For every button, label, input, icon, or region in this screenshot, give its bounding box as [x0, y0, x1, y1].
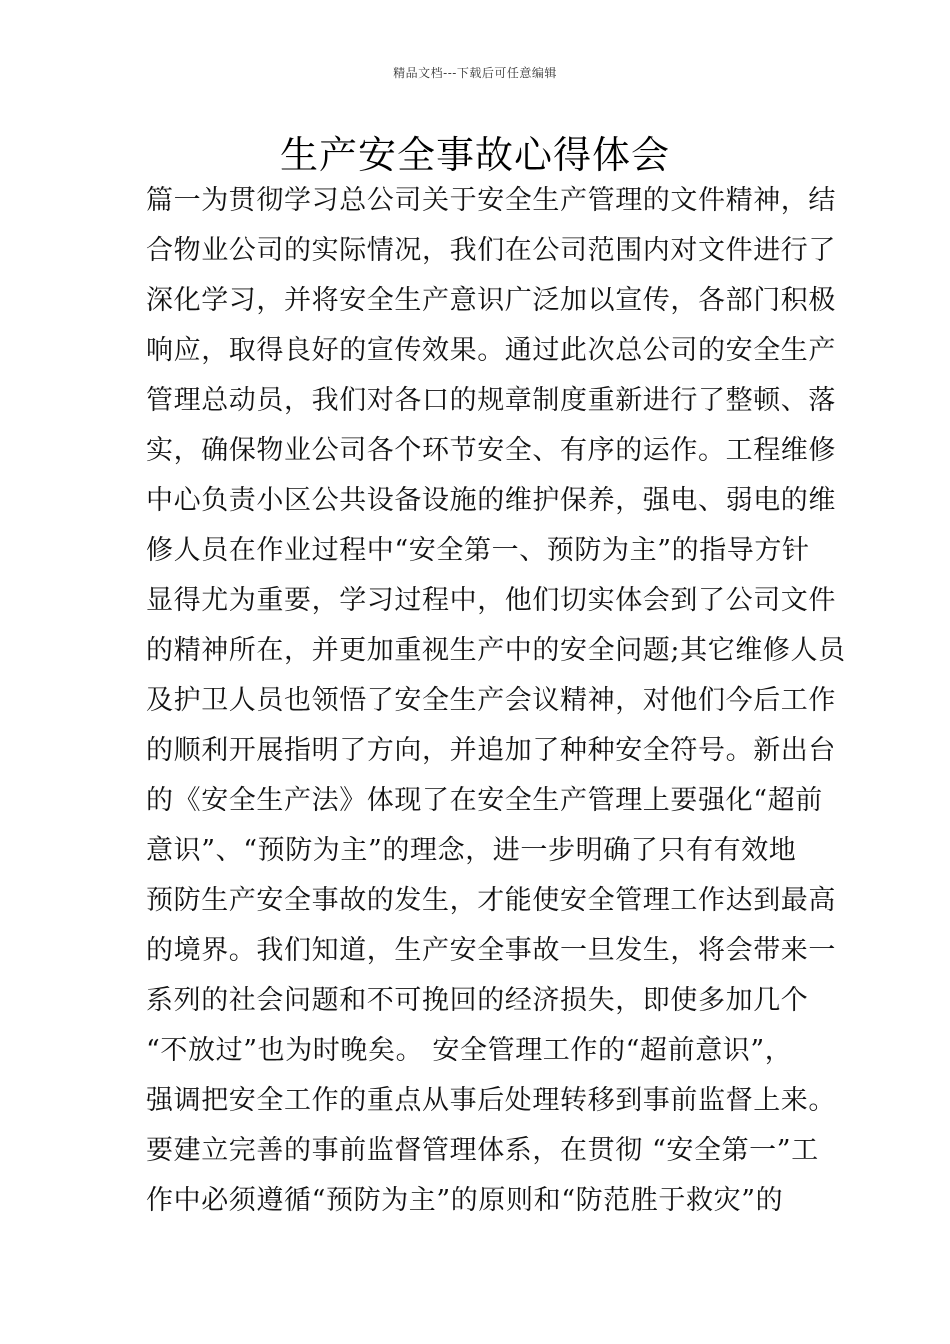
text-line: 意识”、“预防为主”的理念，进一步明确了只有有效地 [146, 835, 797, 866]
text-line: 及护卫人员也领悟了安全生产会议精神，对他们今后工作 [146, 685, 836, 716]
text-line: 的顺利开展指明了方向，并追加了种种安全符号。新出台 [146, 735, 836, 766]
text-line: 深化学习，并将安全生产意识广泛加以宣传，各部门积极 [146, 285, 836, 316]
text-line: 的《安全生产法》体现了在安全生产管理上要强化“超前 [146, 785, 823, 816]
text-line: 要建立完善的事前监督管理体系，在贯彻 “安全第一”工 [146, 1135, 819, 1166]
text-line: 修人员在作业过程中“安全第一、预防为主”的指导方针 [146, 535, 810, 566]
text-line: 管理总动员，我们对各口的规章制度重新进行了整顿、落 [146, 385, 836, 416]
header-note: 精品文档---下载后可任意编辑 [393, 66, 557, 80]
body-paragraph [146, 176, 846, 1226]
text-line: “不放过”也为时晚矣。 安全管理工作的“超前意识”， [146, 1035, 793, 1066]
text-line: 篇一为贯彻学习总公司关于安全生产管理的文件精神，结 [146, 185, 836, 216]
text-line: 响应，取得良好的宣传效果。通过此次总公司的安全生产 [146, 335, 836, 366]
text-line: 系列的社会问题和不可挽回的经济损失，即使多加几个 [146, 985, 809, 1016]
text-line: 强调把安全工作的重点从事后处理转移到事前监督上来。 [146, 1085, 836, 1116]
text-line: 合物业公司的实际情况，我们在公司范围内对文件进行了 [146, 235, 836, 266]
text-line: 中心负责小区公共设备设施的维护保养，强电、弱电的维 [146, 485, 836, 516]
text-line: 显得尤为重要，学习过程中，他们切实体会到了公司文件 [146, 585, 836, 616]
document-title: 生产安全事故心得体会 [279, 133, 670, 177]
text-line: 实，确保物业公司各个环节安全、有序的运作。工程维修 [146, 435, 836, 466]
text-line: 的精神所在，并更加重视生产中的安全问题;其它维修人员 [146, 635, 846, 666]
text-line: 作中必须遵循“预防为主”的原则和“防范胜于救灾”的 [146, 1185, 784, 1216]
text-line: 预防生产安全事故的发生，才能使安全管理工作达到最高 [146, 885, 836, 916]
text-line: 的境界。我们知道，生产安全事故一旦发生，将会带来一 [146, 935, 836, 966]
